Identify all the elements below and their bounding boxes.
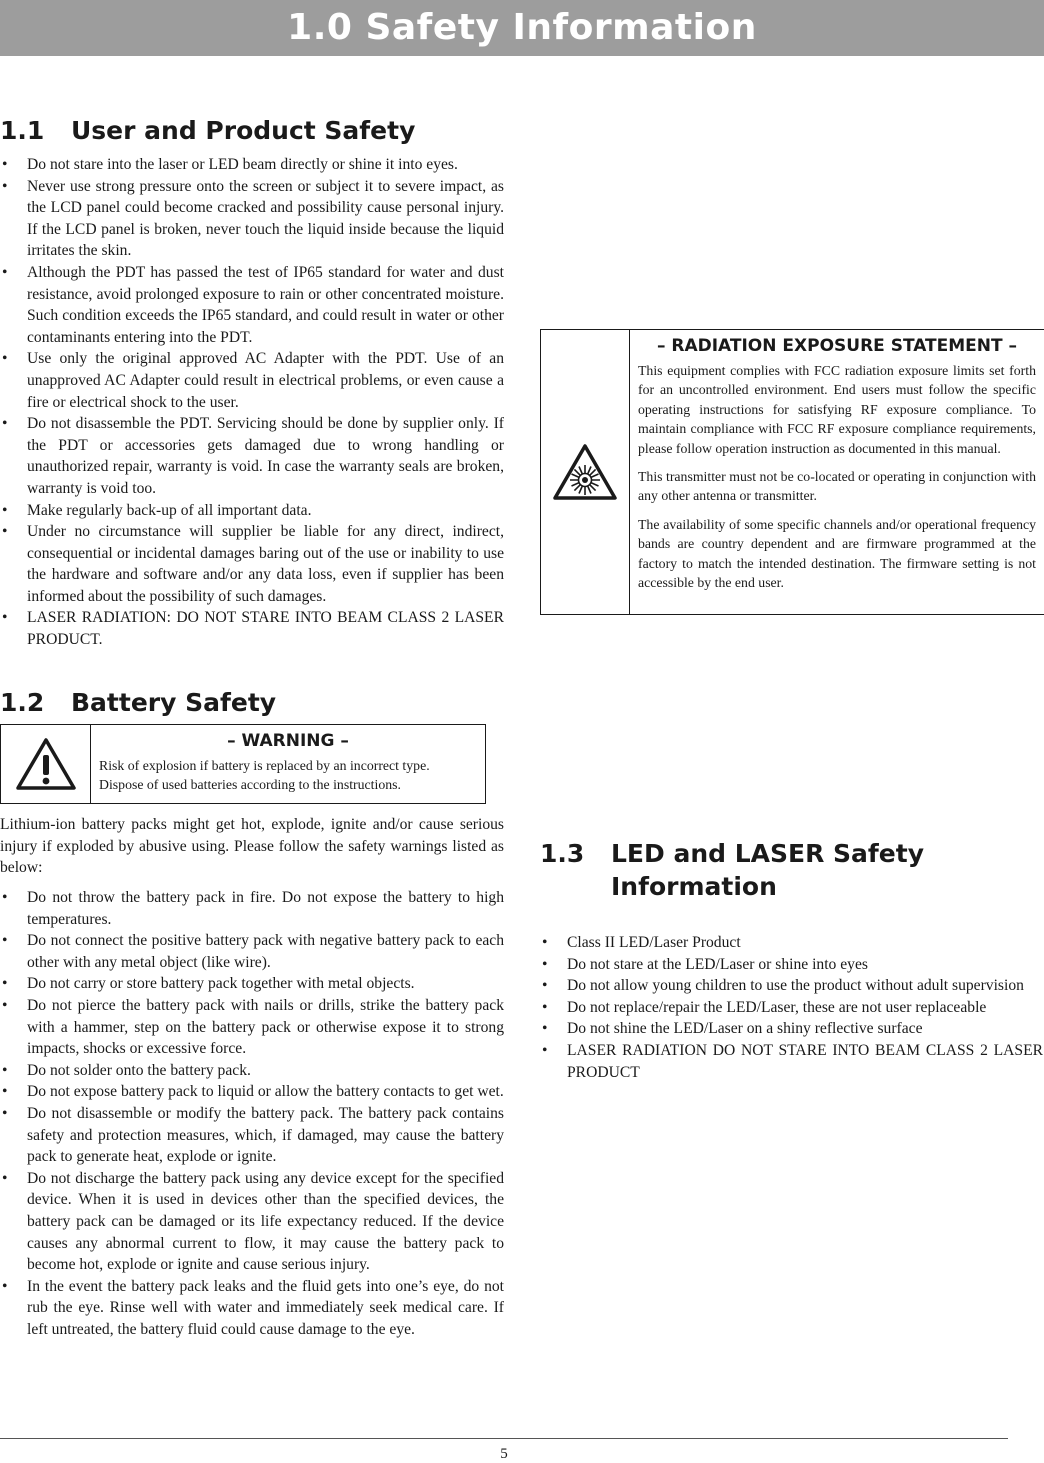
radiation-paragraph: The availability of some specific channels and/or operational frequency bands are country dependent and are firmware programmed at the factory to match the intended destination. The firmware setting is not accessible by the end user. xyxy=(638,516,1036,591)
list-item: • LASER RADIATION: DO NOT STARE INTO BEAM CLASS 2 LASER PRODUCT. xyxy=(0,607,504,650)
section-number: 1.3 xyxy=(540,839,585,868)
list-item: • Do not shine the LED/Laser on a shiny reflective surface xyxy=(540,1018,1043,1040)
section-1-1-heading xyxy=(0,114,415,147)
list-item: • Make regularly back-up of all important data. xyxy=(0,500,504,522)
list-item: • Do not expose battery pack to liquid or allow the battery contacts to get wet. xyxy=(0,1081,504,1103)
list-item: • LASER RADIATION DO NOT STARE INTO BEAM CLASS 2 LASER PRODUCT xyxy=(540,1040,1043,1083)
list-item: • Do not throw the battery pack in fire. Do not expose the battery to high temperatures. xyxy=(0,887,504,930)
radiation-title: – RADIATION EXPOSURE STATEMENT – xyxy=(656,336,1018,356)
laser-warning-icon xyxy=(552,443,618,501)
list-item: • Do not allow young children to use the product without adult supervision xyxy=(540,975,1043,997)
list-item: • Do not pierce the battery pack with nails or drills, strike the battery pack with a hammer, step on the battery pack or otherwise expose it to strong impacts, shocks or excessive force. xyxy=(0,995,504,1060)
section-title: LED and LASER Safety xyxy=(611,839,925,868)
list-item: • Do not stare into the laser or LED beam directly or shine it into eyes. xyxy=(0,154,504,176)
list-item: • Use only the original approved AC Adapter with the PDT. Use of an unapproved AC Adapter could result in electrical problems, or even cause a fire or electrical shock to the user. xyxy=(0,348,504,413)
section-number: 1.2 xyxy=(0,688,45,717)
page-banner xyxy=(0,0,1044,56)
radiation-text-cell xyxy=(630,330,1044,614)
list-item: • Do not discharge the battery pack using any device except for the specified device. When it is used in devices other than the specified devices, the battery pack can be damaged or its life expectancy reduced. If the device causes any abnormal current to flow, it may cause the battery pack to become hot, explode or ignite and cause serious injury. xyxy=(0,1168,504,1276)
list-item: • Do not connect the positive battery pack with negative battery pack to each other with any metal object (like wire). xyxy=(0,930,504,973)
list-item: • Do not carry or store battery pack together with metal objects. xyxy=(0,973,504,995)
list-item: • Under no circumstance will supplier be liable for any direct, indirect, consequential or incidental damages baring out of the use or inability to use the hardware and software and/or any data loss, even if supplier has been informed about the possibility of such damages. xyxy=(0,521,504,607)
list-item: • Although the PDT has passed the test of IP65 standard for water and dust resistance, avoid prolonged exposure to rain or other concentrated moisture. Such condition exceeds the IP65 standard, and could result in water or other contaminants entering into the PDT. xyxy=(0,262,504,348)
list-item: • Do not disassemble or modify the battery pack. The battery pack contains safety and protection measures, which, if damaged, may cause the battery pack to generate heat, explode or ignite. xyxy=(0,1103,504,1168)
footer-divider xyxy=(0,1438,1008,1439)
led-laser-safety-list xyxy=(540,932,1043,1083)
page-number: 5 xyxy=(500,1446,508,1462)
section-title: User and Product Safety xyxy=(71,116,416,145)
list-item: • Never use strong pressure onto the screen or subject it to severe impact, as the LCD panel could become cracked and possibility cause personal injury. If the LCD panel is broken, never touch the liquid inside because the liquid irritates the skin. xyxy=(0,176,504,262)
laser-icon-cell xyxy=(541,330,630,614)
warning-title: – WARNING – xyxy=(227,731,349,751)
list-item: • Class II LED/Laser Product xyxy=(540,932,1043,954)
user-safety-list xyxy=(0,154,504,651)
section-title-line2: Information xyxy=(611,872,777,901)
warning-text-cell xyxy=(91,725,485,803)
section-1-2-heading xyxy=(0,686,276,719)
banner-title: 1.0 Safety Information xyxy=(287,7,757,48)
radiation-statement-box xyxy=(540,329,1044,615)
battery-warning-box xyxy=(0,724,486,804)
warning-triangle-icon xyxy=(14,736,78,792)
list-item: • Do not disassemble the PDT. Servicing should be done by supplier only. If the PDT or accessories gets damaged due to wrong handling or unauthorized repair, warranty is void. In case the warranty seals are broken, warranty is void too. xyxy=(0,413,504,499)
section-number: 1.1 xyxy=(0,116,45,145)
section-title: Battery Safety xyxy=(71,688,277,717)
section-1-3-heading xyxy=(540,837,1020,903)
list-item: • Do not stare at the LED/Laser or shine into eyes xyxy=(540,954,1043,976)
warning-line: Dispose of used batteries according to the instructions. xyxy=(99,777,401,793)
list-item: • Do not replace/repair the LED/Laser, these are not user replaceable xyxy=(540,997,1043,1019)
list-item: • In the event the battery pack leaks and the fluid gets into one’s eye, do not rub the eye. Rinse well with water and immediately seek medical care. If left untreated, the battery fluid could cause damage to the eye. xyxy=(0,1276,504,1341)
battery-safety-list xyxy=(0,887,504,1340)
radiation-paragraph: This transmitter must not be co-located or operating in conjunction with any other antenna or transmitter. xyxy=(638,469,1036,504)
battery-intro-paragraph: Lithium-ion battery packs might get hot, explode, ignite and/or cause serious injury if exploded by abusive using. Please follow the safety warnings listed as below: xyxy=(0,816,504,877)
radiation-paragraph: This equipment complies with FCC radiation exposure limits set forth for an uncontrolled environment. End users must follow the specific operating instructions for satisfying RF exposure compliance. To maintain compliance with FCC RF exposure compliance requirements, please follow operation instruction as documented in this manual. xyxy=(638,363,1036,456)
list-item: • Do not solder onto the battery pack. xyxy=(0,1060,504,1082)
warning-line: Risk of explosion if battery is replaced by an incorrect type. xyxy=(99,758,430,773)
warning-icon-cell xyxy=(1,725,91,803)
